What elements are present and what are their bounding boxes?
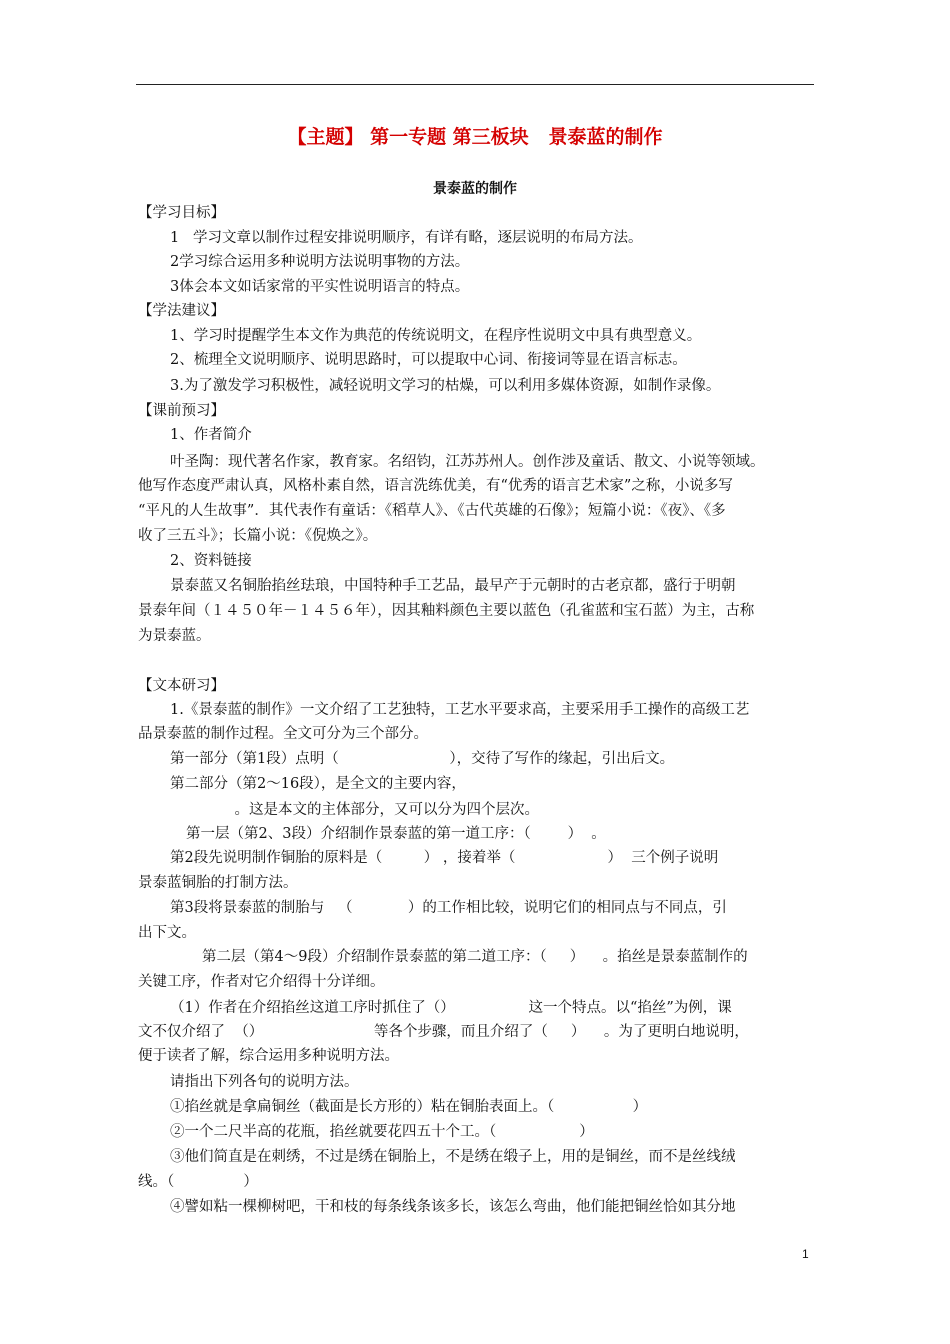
fill-blank-line: 第一部分（第1段）点明（ ），交待了写作的缘起，引出后文。 — [170, 751, 675, 767]
question-item: ①掐丝就是拿扁铜丝（截面是长方形的）粘在铜胎表面上。（ ） — [170, 1099, 648, 1115]
subheading-materials: 2、资料链接 — [170, 553, 252, 569]
header-rule — [136, 84, 814, 85]
goal-item: 1 学习文章以制作过程安排说明顺序，有详有略，逐层说明的布局方法。 — [170, 230, 643, 246]
section-heading-advice: 【学法建议】 — [138, 303, 225, 319]
fill-blank-line: 第2段先说明制作铜胎的原料是（ ） ，接着举（ ） 三个例子说明 — [170, 850, 719, 866]
goal-item: 3体会本文如话家常的平实性说明语言的特点。 — [170, 279, 470, 295]
paragraph-line: 收了三五斗》；长篇小说：《倪焕之》。 — [138, 528, 378, 544]
fill-blank-line: 第3段将景泰蓝的制胎与 （ ）的工作相比较，说明它们的相同点与不同点，引 — [170, 900, 727, 916]
paragraph-line: 景泰蓝铜胎的打制方法。 — [138, 875, 298, 891]
question-item: 线。（ ） — [138, 1174, 258, 1190]
paragraph-line: 他写作态度严肃认真，风格朴素自然，语言洗练优美，有“优秀的语言艺术家”之称，小说多写 — [138, 478, 733, 494]
paragraph-line: 关键工序，作者对它介绍得十分详细。 — [138, 974, 385, 990]
fill-blank-line: 第二层（第4～9段）介绍制作景泰蓝的第二道工序：（ ） 。掐丝是景泰蓝制作的 — [202, 949, 748, 965]
fill-blank-line: 。这是本文的主体部分，又可以分为四个层次。 — [170, 802, 540, 818]
section-heading-study: 【文本研习】 — [138, 678, 225, 694]
question-item: ④譬如粘一棵柳树吧，干和枝的每条线条该多长，该怎么弯曲，他们能把铜丝恰如其分地 — [170, 1199, 736, 1215]
paragraph-line: 出下文。 — [138, 925, 196, 941]
paragraph-line: 景泰蓝又名铜胎掐丝珐琅，中国特种手工艺品，最早产于元朝时的古老京都，盛行于明朝 — [170, 578, 736, 594]
page-number: 1 — [802, 1247, 809, 1261]
paragraph-line: 1.《景泰蓝的制作》一文介绍了工艺独特，工艺水平要求高，主要采用手工操作的高级工艺 — [170, 702, 750, 718]
fill-blank-line: 第一层（第2、3段）介绍制作景泰蓝的第一道工序：（ ） 。 — [186, 826, 606, 842]
advice-item: 3.为了激发学习积极性，减轻说明文学习的枯燥，可以利用多媒体资源，如制作录像。 — [170, 378, 721, 394]
paragraph-line: 叶圣陶：现代著名作家，教育家。名绍钧，江苏苏州人。创作涉及童话、散文、小说等领域。 — [170, 454, 765, 470]
paragraph-line: 景泰年间（１４５０年－１４５６年），因其釉料颜色主要以蓝色（孔雀蓝和宝石蓝）为主，古称 — [138, 603, 755, 619]
paragraph-line: 请指出下列各句的说明方法。 — [170, 1074, 359, 1090]
paragraph-line: 第二部分（第2～16段），是全文的主要内容， — [170, 776, 466, 792]
advice-item: 2、梳理全文说明顺序、说明思路时，可以提取中心词、衔接词等显在语言标志。 — [170, 352, 687, 368]
paragraph-line: “平凡的人生故事”．其代表作有童话：《稻草人》、《古代英雄的石像》；短篇小说：《夜》、《多 — [138, 503, 726, 519]
section-heading-goals: 【学习目标】 — [138, 205, 225, 221]
document-title: 【主题】 第一专题 第三板块 景泰蓝的制作 — [287, 126, 663, 148]
subheading-author: 1、作者简介 — [170, 427, 252, 443]
paragraph-line: 便于读者了解，综合运用多种说明方法。 — [138, 1048, 399, 1064]
goal-item: 2学习综合运用多种说明方法说明事物的方法。 — [170, 254, 470, 270]
question-item: ③他们简直是在刺绣，不过是绣在铜胎上，不是绣在缎子上，用的是铜丝，而不是丝线绒 — [170, 1149, 736, 1165]
paragraph-line: 为景泰蓝。 — [138, 628, 211, 644]
paragraph-line: 品景泰蓝的制作过程。全文可分为三个部分。 — [138, 726, 428, 742]
document-subtitle: 景泰蓝的制作 — [433, 181, 517, 197]
fill-blank-line: （1）作者在介绍掐丝这道工序时抓住了（） 这一个特点。以“掐丝”为例，课 — [170, 1000, 732, 1016]
section-heading-preview: 【课前预习】 — [138, 403, 225, 419]
question-item: ②一个二尺半高的花瓶，掐丝就要花四五十个工。（ ） — [170, 1124, 594, 1140]
fill-blank-line: 文不仅介绍了 （） 等各个步骤，而且介绍了（ ） 。为了更明白地说明， — [138, 1024, 749, 1040]
advice-item: 1、学习时提醒学生本文作为典范的传统说明文，在程序性说明文中具有典型意义。 — [170, 328, 702, 344]
